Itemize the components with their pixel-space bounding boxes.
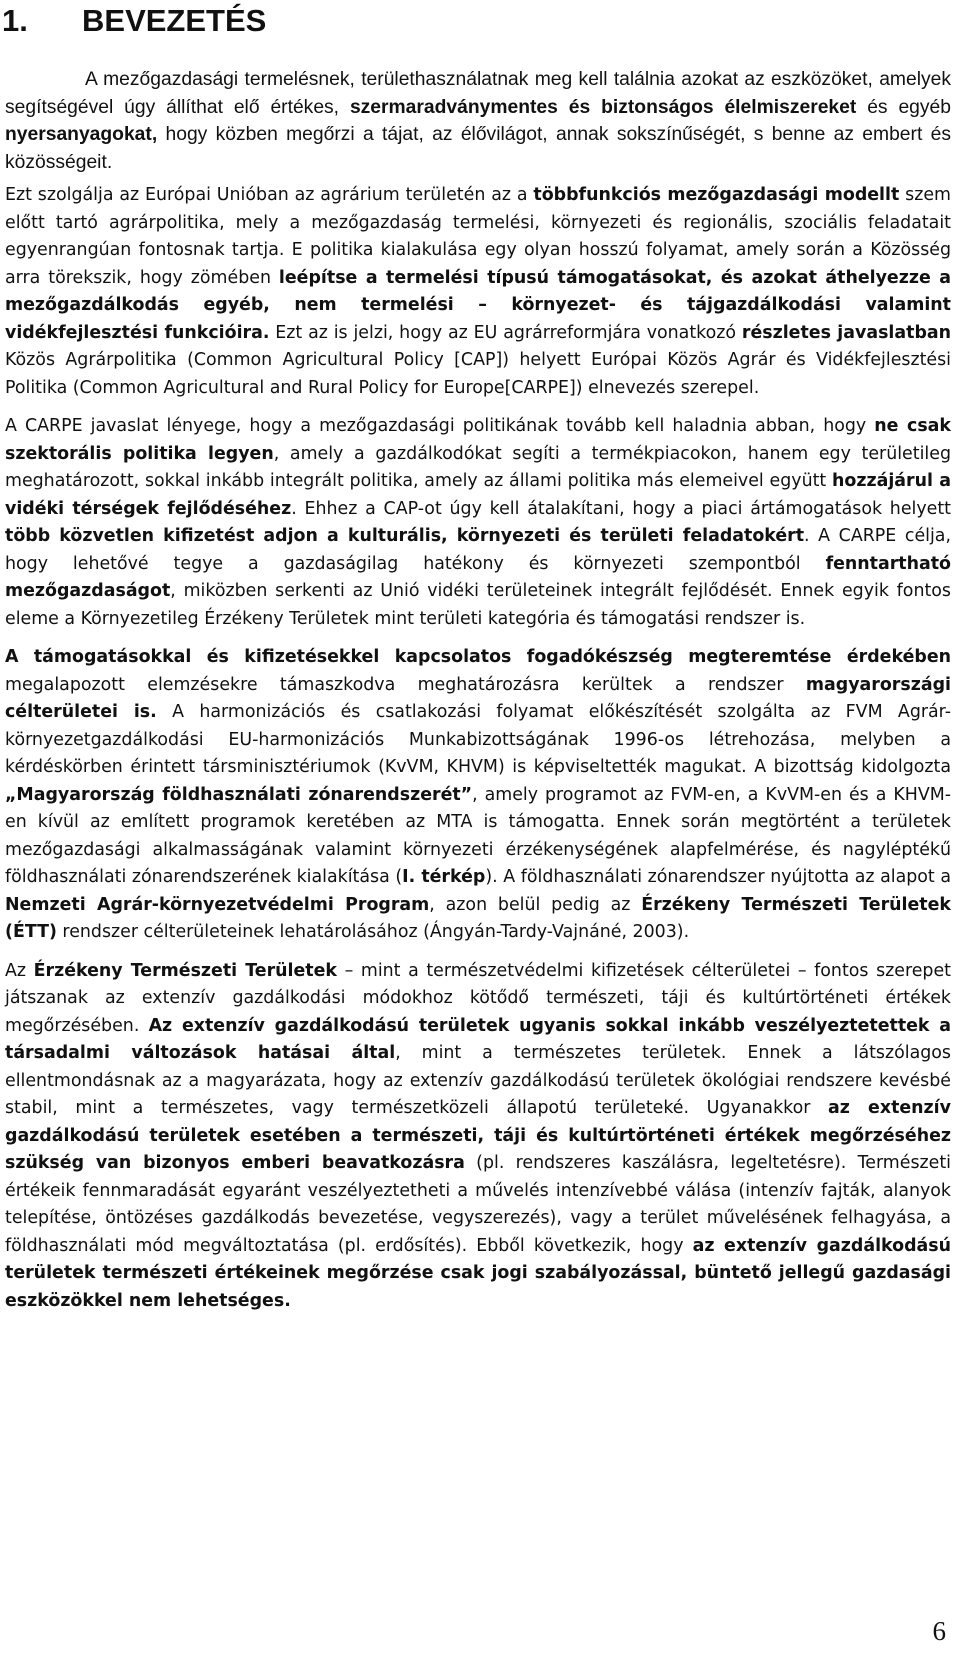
paragraph-1 [5, 66, 951, 176]
bold-text-run: több közvetlen kifizetést adjon a kulturális, környezeti és területi feladatokért [5, 526, 805, 546]
text-run: , amely programot az FVM-en, a KvVM-en és a KHVM-en kívül az említett programok keretében az MTA is támogatta. Ennek során megtörtént a területek mezőgazdasági alkalmasságának valamint környezeti érzékenységének alapfelmérése, és nagyléptékű földhasználati zónarendszerének kialakítása ( [5, 784, 951, 887]
text-run: – mint a természetvédelmi kifizetések célterületei – fontos szerepet játszanak az extenzív gazdálkodási módokhoz kötődő természeti, táji és kultúrtörténeti értékek megőrzésében. [5, 960, 951, 1036]
text-run: , amely a gazdálkodókat segíti a termékpiacokon, hanem egy területileg meghatározott, sokkal inkább integrált politika, amely az állami politika más elemeivel együtt [5, 443, 951, 491]
text-run: szem előtt tartó agrárpolitika, mely a mezőgazdaság termelési, környezeti és regionális, szociális feladatait egyenrangúan fontosnak tartja. E politika kialakulása egy olyan hosszú folyamat, amely során a Közösség arra törekszik, hogy zömében [5, 185, 951, 288]
bold-text-run: ne csak szektorális politika legyen [5, 416, 951, 464]
text-run: Az [5, 960, 34, 981]
text-run: A CARPE javaslat lényege, hogy a mezőgazdasági politikának tovább kell haladnia abban, hogy [5, 416, 875, 436]
chapter-title: BEVEZETÉS [82, 3, 267, 38]
bold-text-run: A támogatásokkal és kifizetésekkel kapcsolatos fogadókészség megteremtése érdekében [5, 647, 951, 667]
text-run: Ezt szolgálja az Európai Unióban az agrárium területén az a [5, 185, 534, 205]
bold-text-run: részletes javaslatban [741, 322, 952, 343]
bold-text-run: Érzékeny Természeti Területek [33, 960, 337, 981]
text-run: és egyéb [856, 96, 951, 118]
text-run: . Ehhez a CAP-ot úgy kell átalakítani, hogy a piaci ártámogatások helyett [291, 498, 951, 519]
paragraph-5 [5, 958, 951, 1316]
document-body [5, 66, 951, 1326]
paragraph-2 [5, 182, 951, 402]
text-run: (pl. rendszeres kaszálásra, legeltetésre). Természeti értékeik fennmaradását egyaránt veszélyeztetheti a művelés intenzívebbé válása (intenzív fajták, alanyok telepítése, öntözéses gazdálkodás bevezetése, vegyszerezés), vagy a terület művelésének felhagyása, a földhasználati mód megváltoztatása (pl. erdősítés). Ebből következik, hogy [5, 1153, 951, 1256]
bold-text-run: Az extenzív gazdálkodású területek ugyanis sokkal inkább veszélyeztetettek a társadalmi változások hatásai által [5, 1015, 951, 1063]
chapter-heading [2, 2, 266, 40]
bold-text-run: magyarországi célterületei is. [5, 674, 951, 722]
bold-text-run: I. térkép [402, 867, 486, 887]
bold-text-run: fenntartható mezőgazdaságot [5, 553, 951, 601]
bold-text-run: leépítse a termelési típusú támogatásokat, és azokat áthelyezze a mezőgazdálkodás egyéb, nem termelési – környezet- és tájgazdálkodási valamint vidékfejlesztési funkcióira. [5, 267, 951, 343]
bold-text-run: az extenzív gazdálkodású területek esetében a természeti, táji és kultúrtörténeti értékek megőrzéséhez szükség van bizonyos emberi beavatkozásra [5, 1098, 951, 1173]
text-run: , azon belül pedig az [429, 894, 642, 915]
text-run: A harmonizációs és csatlakozási folyamat előkészítését szolgálta az FVM Agrár-környezetgazdálkodási EU-harmonizációs Munkabizottságának 1996-os létrehozása, melyben a kérdéskörben érintett társminisztériumok (KvVM, KHVM) is képviseltették magukat. A bizottság kidolgozta [5, 702, 951, 777]
text-run: Ezt az is jelzi, hogy az EU agrárreformjára vonatkozó [269, 322, 742, 343]
text-run: A mezőgazdasági termelésnek, területhasználatnak meg kell találnia azokat az eszközöket, amelyek segítségével úgy állíthat elő értékes, [5, 69, 951, 118]
text-run: megalapozott elemzésekre támaszkodva meghatározásra kerültek a rendszer [5, 674, 806, 695]
bold-text-run: Nemzeti Agrár-környezetvédelmi Program [5, 894, 430, 915]
bold-text-run: szermaradványmentes és biztonságos élelmiszereket [349, 96, 857, 118]
text-run: Közös Agrárpolitika (Common Agricultural Policy [CAP]) helyett Európai Közös Agrár és Vidékfejlesztési Politika (Common Agricultural and Rural Policy for Europe[CARPE]) elnevezés szerepel. [5, 350, 951, 398]
bold-text-run: többfunkciós mezőgazdasági modellt [533, 185, 900, 205]
bold-text-run: nyersanyagokat, [5, 124, 158, 145]
paragraph-4 [5, 644, 951, 947]
chapter-number: 1. [2, 3, 28, 38]
page-number: 6 [932, 1616, 946, 1646]
paragraph-3 [5, 413, 951, 633]
bold-text-run: az extenzív gazdálkodású területek természeti értékeinek megőrzése csak jogi szabályozással, büntető jellegű gazdasági eszközökkel nem lehetséges. [5, 1235, 951, 1311]
bold-text-run: Érzékeny Természeti Területek (ÉTT) [5, 894, 951, 942]
text-run: . A CARPE célja, hogy lehetővé tegye a gazdaságilag hatékony és környezeti szempontból [5, 526, 951, 574]
text-run: , mint a természetes területek. Ennek a látszólagos ellentmondásnak az a magyarázata, hogy az extenzív gazdálkodású területek ökológiai rendszere kevésbé stabil, mint a természetes, vagy természetközeli állapotú területeké. Ugyanakkor [5, 1043, 951, 1118]
bold-text-run: „Magyarország földhasználati zónarendszerét” [5, 784, 473, 805]
text-run: hogy közben megőrzi a tájat, az élővilágot, annak sokszínűségét, s benne az embert és közösségeit. [5, 124, 951, 173]
bold-text-run: hozzájárul a vidéki térségek fejlődéséhez [5, 471, 951, 519]
text-run: rendszer célterületeinek lehatárolásához (Ángyán-Tardy-Vajnáné, 2003). [56, 922, 690, 942]
text-run: ). A földhasználati zónarendszer nyújtotta az alapot a [485, 867, 951, 887]
text-run: , miközben serkenti az Unió vidéki területeinek integrált fejlődését. Ennek egyik fontos eleme a Környezetileg Érzékeny Területek mint területi kategória és támogatási rendszer is. [5, 581, 951, 629]
